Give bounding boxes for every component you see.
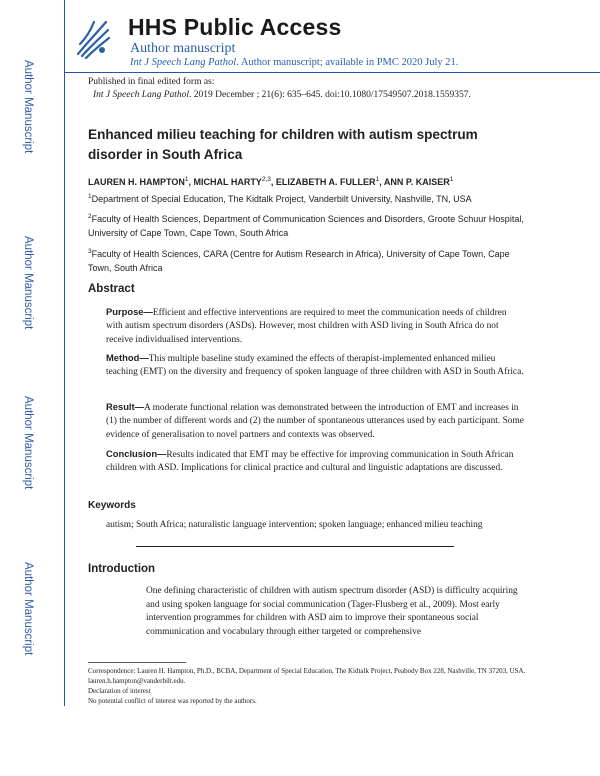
abstract-conclusion [106,447,524,476]
declaration-heading: Declaration of interest [88,687,151,695]
availability-text: . Author manuscript; available in PMC 2020 July 21. [236,57,459,68]
footnote-rule [88,662,186,663]
citation [88,89,471,102]
introduction-heading: Introduction [88,563,156,575]
header-rule [64,72,600,73]
affiliation-text: Faculty of Health Sciences, Department of Communication Sciences and Disorders, Groote Schuur Hospital, University of Cape Town, Cape Town, South Africa [88,214,524,238]
introduction-text: One defining characteristic of children with autism spectrum disorder (ASD) is difficulty acquiring and using spoken language for social communication (Tager-Flusberg et al., 2009). Most early intervention programmes for children with ASD aim to improve their spontaneous social communication and vocabulary through either targeted or comprehensive [146,586,518,637]
keywords-heading: Keywords [88,500,136,511]
author-name: MICHAL HARTY [193,177,262,187]
citation-details: . 2019 December ; 21(6): 635–645. doi:10.1080/17549507.2018.1559357. [189,90,471,100]
abstract-method [106,351,524,380]
author-list: LAUREN H. HAMPTON$^1$, MICHAL HARTY$^{2,3}$, ELIZABETH A. FULLER$^1$, ANN P. KAISER$^1$ [88,176,454,187]
author-name: ELIZABETH A. FULLER [275,177,376,187]
affiliation-number: 3 [88,248,92,255]
affiliation [88,190,528,207]
author-affiliation-sup: 1 [449,176,454,183]
margin-label-author-manuscript: Author Manuscript [22,60,34,154]
margin-label-author-manuscript: Author Manuscript [22,396,34,490]
purpose-label: Purpose— [106,306,153,317]
citation-journal: Int J Speech Lang Pathol [93,90,190,100]
affiliation-text: Faculty of Health Sciences, CARA (Centre for Autism Research in Africa), University of Cape Town, Cape Town, South Africa [88,249,510,273]
author-name: ANN P. KAISER [383,177,450,187]
author-affiliation-sup: 1 [184,176,189,183]
author-affiliation-sup: 1 [375,176,380,183]
hhs-public-access-title: HHS Public Access [128,14,342,40]
abstract-result [106,400,524,442]
margin-rule [64,0,65,706]
correspondence-note: Correspondence: Lauren H. Hampton, Ph.D., BCBA, Department of Special Education, The Kidtalk Project, Peabody Box 228, Nashville, TN 37203, USA. lauren.h.hampton@vanderbilt.edu. [88,667,526,685]
result-label: Result— [106,401,145,412]
affiliation-number: 1 [88,193,92,200]
keywords-rule [136,546,454,547]
published-in-label: Published in final edited form as: [88,77,215,87]
declaration-text: No potential conflict of interest was reported by the authors. [88,697,257,705]
result-text: A moderate functional relation was demonstrated between the introduction of EMT and increases in (1) the number of different words and (2) the number of spontaneous utterances used by each participant. Some evidence of generalisation to novel partners and contexts was observed. [106,403,524,440]
affiliation [88,245,528,275]
affiliation-text: Department of Special Education, The Kidtalk Project, Vanderbilt University, Nashville, TN, USA [91,194,472,204]
method-label: Method— [106,352,149,363]
method-text: This multiple baseline study examined the effects of therapist-implemented enhanced milieu teaching (EMT) on the diversity and frequency of spoken language of three children with ASD in South Africa. [106,354,524,378]
keywords-text: autism; South Africa; naturalistic language intervention; spoken language; enhanced milieu teaching [106,520,483,530]
footnotes [88,666,528,706]
margin-label-author-manuscript: Author Manuscript [22,236,34,330]
abstract-heading: Abstract [88,283,135,295]
abstract-purpose [106,305,524,347]
author-affiliation-sup: 2,3 [261,176,271,183]
conclusion-label: Conclusion— [106,448,167,459]
author-name: LAUREN H. HAMPTON [88,177,185,187]
purpose-text: Efficient and effective interventions are required to meet the communication needs of children with autism spectrum disorders (ASDs). However, most children with ASD living in South Africa do not receive individualised interventions. [106,308,507,345]
conclusion-text: Results indicated that EMT may be effective for improving communication in South African children with ASD. Implications for clinical practice and cultural and linguistic adaptations are discussed. [106,450,514,474]
article-title: Enhanced milieu teaching for children with autism spectrum disorder in South Africa [88,127,478,162]
hhs-eagle-logo-icon [72,14,112,64]
margin-label-author-manuscript: Author Manuscript [22,562,34,656]
affiliation [88,210,528,240]
publication-info [88,76,471,102]
affiliation-number: 2 [88,213,92,220]
journal-abbrev: Int J Speech Lang Pathol [130,57,237,68]
author-manuscript-subtitle: Author manuscript [130,41,236,56]
availability-line [130,57,458,68]
